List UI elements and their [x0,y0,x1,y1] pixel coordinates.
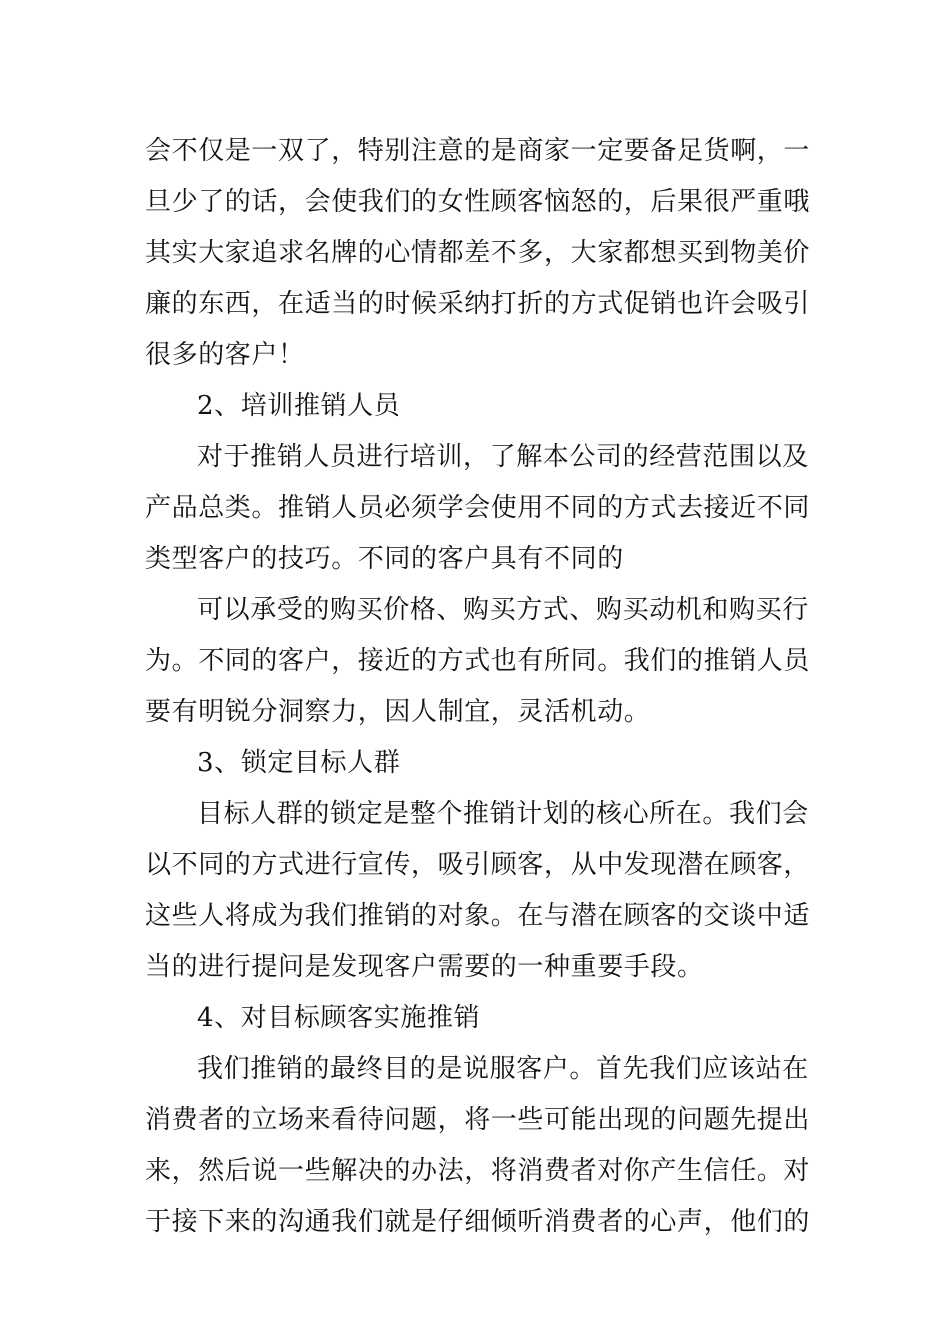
document-body [145,126,809,1248]
text-line: 来，然后说一些解决的办法，将消费者对你产生信任。对 [145,1156,811,1186]
text-line: 旦少了的话，会使我们的女性顾客恼怒的，后果很严重哦 [145,187,811,217]
paragraph-start: 对于推销人员进行培训，了解本公司的经营范围以及 [197,442,809,472]
section-heading: 3、锁定目标人群 [197,748,401,778]
paragraph-start: 我们推销的最终目的是说服客户。首先我们应该站在 [197,1054,809,1084]
text-line: 消费者的立场来看待问题，将一些可能出现的问题先提出 [145,1105,811,1135]
text-line: 为。不同的客户，接近的方式也有所同。我们的推销人员 [145,646,811,676]
text-line: 要有明锐分洞察力，因人制宜，灵活机动。 [145,697,651,727]
section-heading: 2、培训推销人员 [197,391,401,421]
text-line: 廉的东西，在适当的时候采纳打折的方式促销也许会吸引 [145,289,811,319]
text-line: 这些人将成为我们推销的对象。在与潜在顾客的交谈中适 [145,901,811,931]
text-line: 会不仅是一双了，特别注意的是商家一定要备足货啊，一 [145,136,811,166]
text-line: 当的进行提问是发现客户需要的一种重要手段。 [145,952,704,982]
text-line: 以不同的方式进行宣传，吸引顾客，从中发现潜在顾客， [145,850,811,880]
text-line: 其实大家追求名牌的心情都差不多，大家都想买到物美价 [145,238,811,268]
paragraph-start: 可以承受的购买价格、购买方式、购买动机和购买行 [197,595,809,625]
text-line: 于接下来的沟通我们就是仔细倾听消费者的心声，他们的 [145,1207,811,1237]
text-line: 类型客户的技巧。不同的客户具有不同的 [145,544,624,574]
text-line: 很多的客户！ [145,340,305,370]
paragraph-start: 目标人群的锁定是整个推销计划的核心所在。我们会 [197,799,809,829]
text-line: 产品总类。推销人员必须学会使用不同的方式去接近不同 [145,493,811,523]
section-heading: 4、对目标顾客实施推销 [197,1003,481,1033]
